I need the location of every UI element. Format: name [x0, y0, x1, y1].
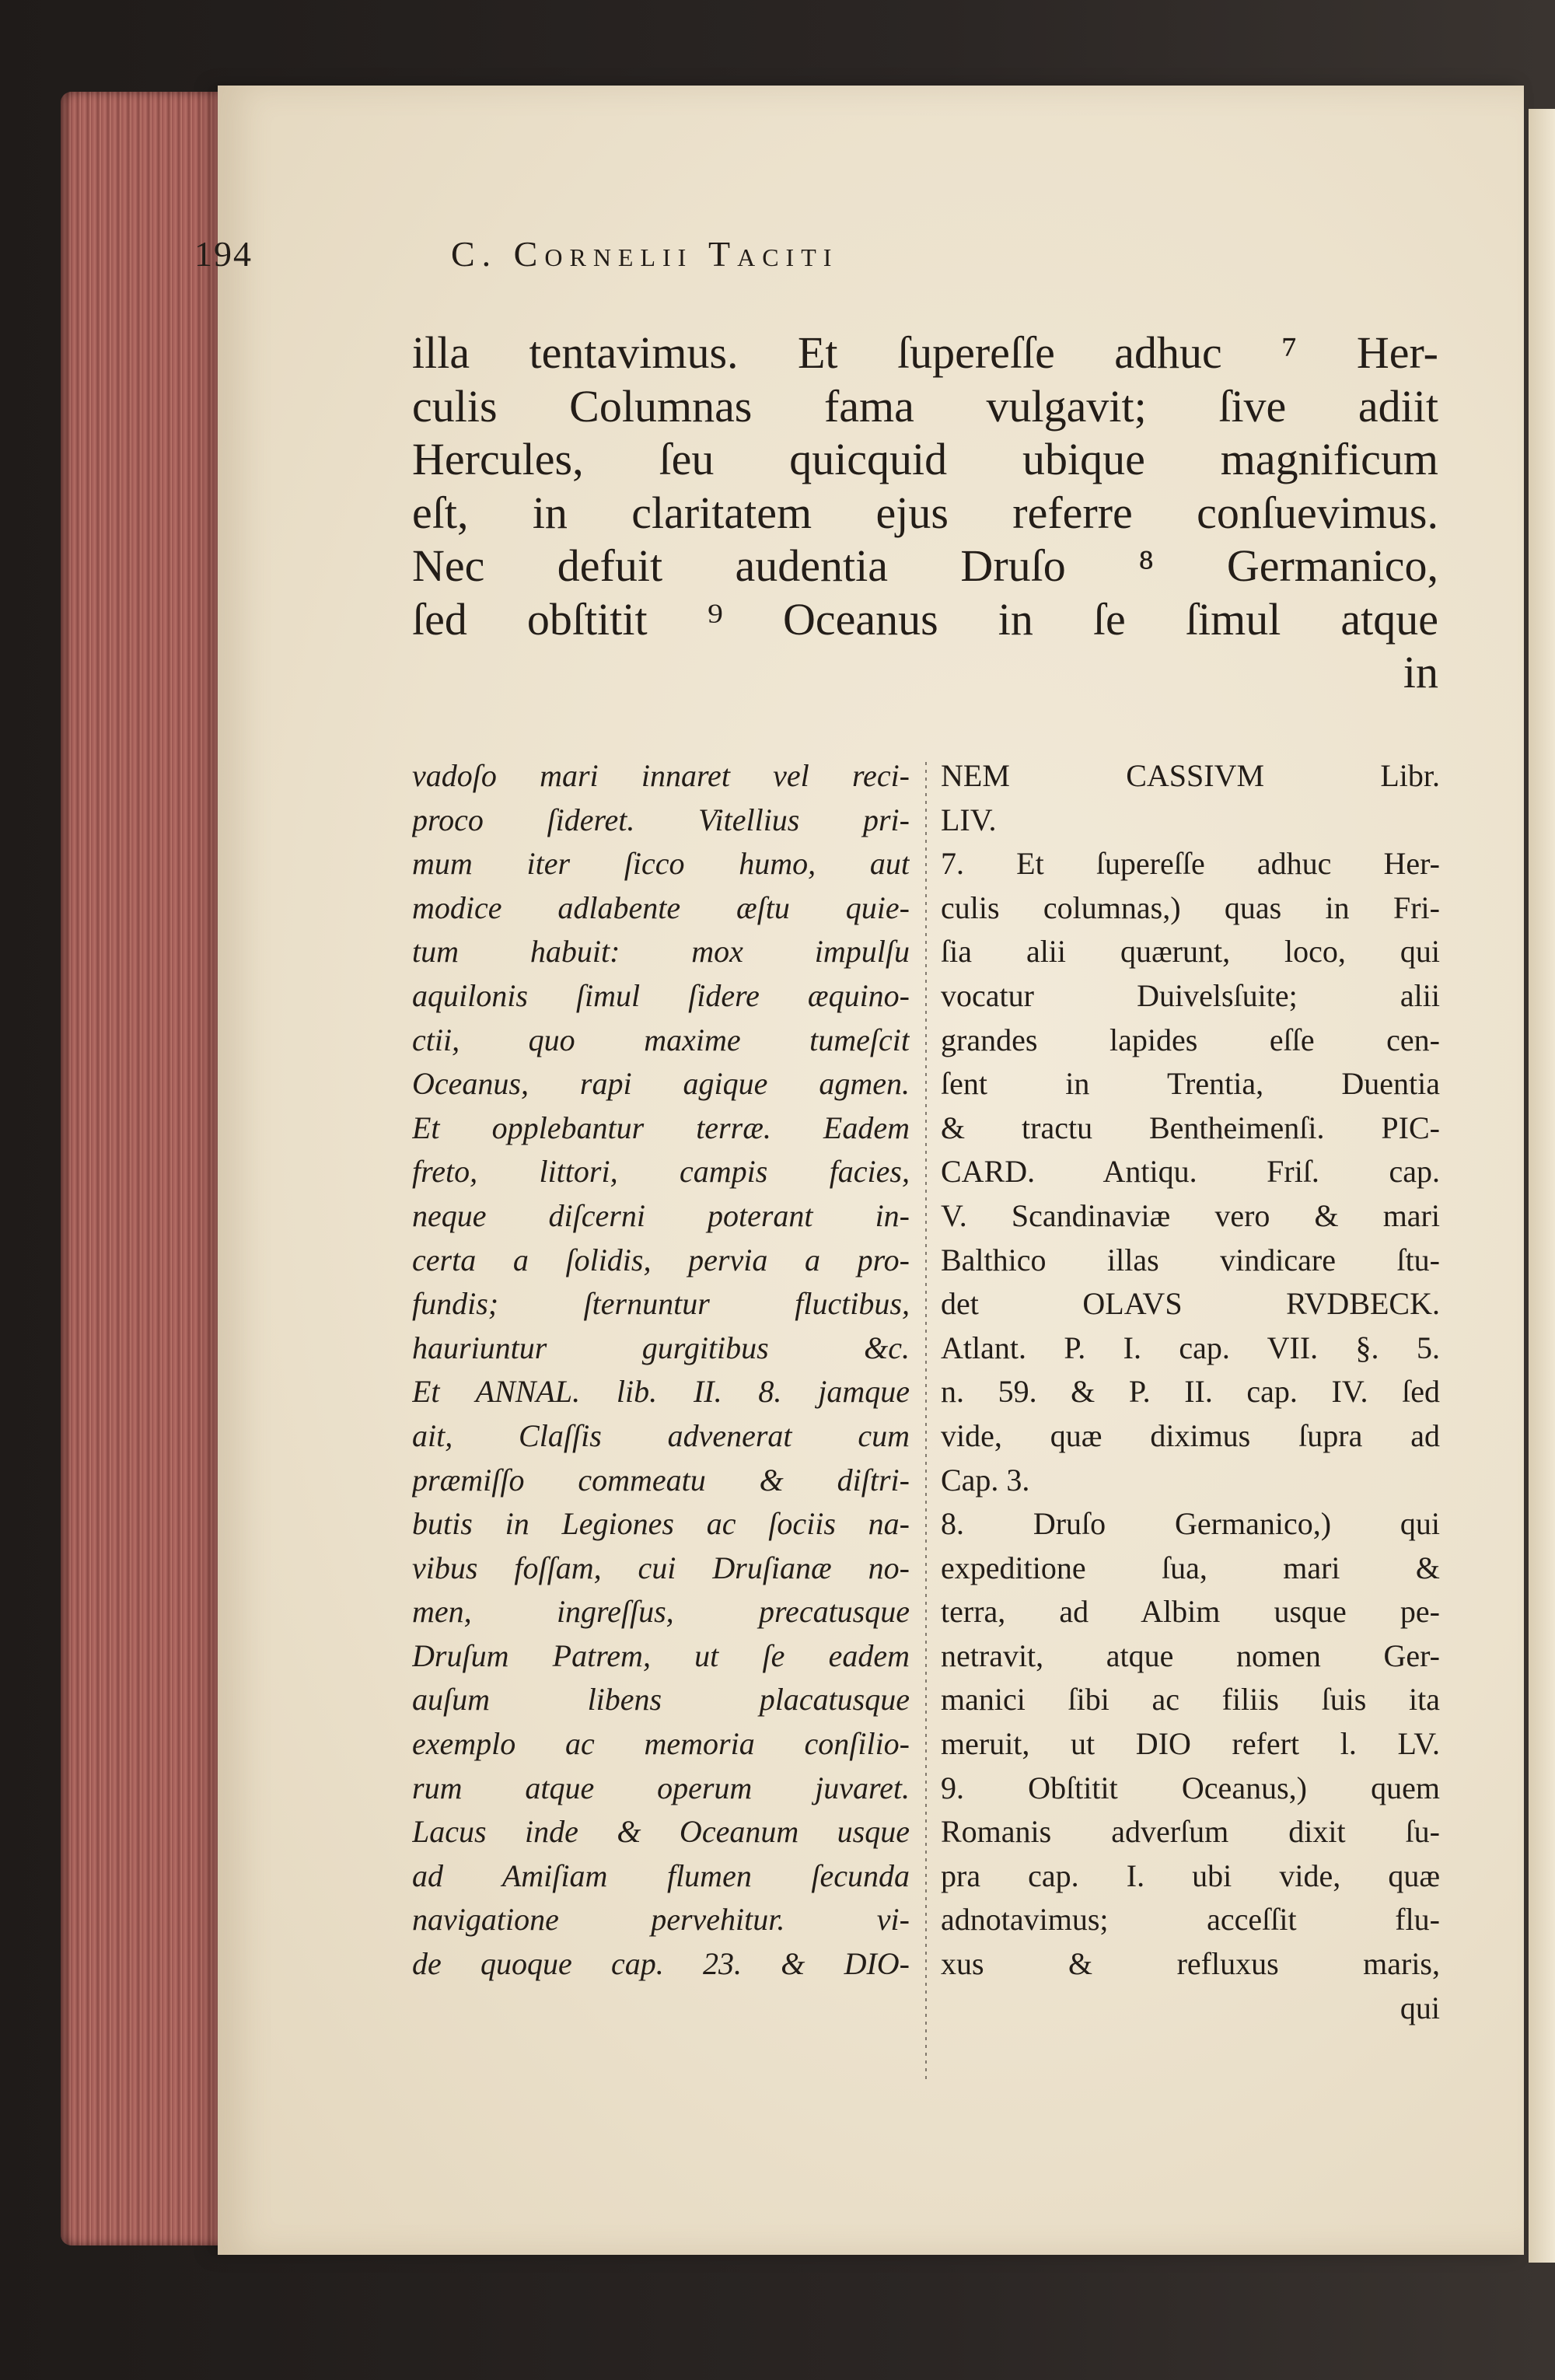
note-line: Et ANNAL. lib. II. 8. jamque — [412, 1374, 910, 1410]
note-line: ſia alii quærunt, loco, qui — [941, 934, 1440, 970]
running-head — [194, 233, 1431, 280]
note-line: Oceanus, rapi agique agmen. — [412, 1066, 910, 1102]
note-line: det OLAVS RVDBECK. — [941, 1286, 1440, 1322]
note-line: CARD. Antiqu. Friſ. cap. — [941, 1154, 1440, 1190]
note-line: ad Amiſiam flumen ſecunda — [412, 1858, 910, 1893]
note-line: 7. Et ſupereſſe adhuc Her- — [941, 846, 1440, 882]
footnotes-left-column — [412, 754, 910, 1987]
note-line: NEM CASSIVM Libr. — [941, 758, 1440, 793]
note-line: vadoſo mari innaret vel reci- — [412, 758, 910, 793]
note-line: vide, quæ diximus ſupra ad — [941, 1417, 1440, 1453]
note-line: butis in Legiones ac ſociis na- — [412, 1506, 910, 1542]
note-line: aquilonis ſimul ſidere æquino- — [412, 977, 910, 1013]
note-line: proco ſideret. Vitellius pri- — [412, 802, 910, 837]
main-text — [412, 327, 1438, 700]
note-line: pra cap. I. ubi vide, quæ — [941, 1858, 1440, 1893]
note-line: freto, littori, campis facies, — [412, 1154, 910, 1190]
note-line: hauriuntur gurgitibus &c. — [412, 1330, 910, 1365]
note-line: meruit, ut DIO refert l. LV. — [941, 1726, 1440, 1762]
note-line: Et opplebantur terræ. Eadem — [412, 1110, 910, 1145]
note-line: expeditione ſua, mari & — [941, 1550, 1440, 1585]
running-head-title: C. Cornelii Taciti — [451, 234, 839, 274]
note-line: & tractu Bentheimenſi. PIC- — [941, 1110, 1440, 1145]
note-line: Druſum Patrem, ut ſe eadem — [412, 1637, 910, 1673]
column-divider — [925, 762, 927, 2084]
note-line: certa a ſolidis, pervia a pro- — [412, 1242, 910, 1277]
note-line: grandes lapides eſſe cen- — [941, 1022, 1440, 1057]
footnotes-right-column — [941, 754, 1440, 2030]
main-text-line: ſed obſtitit ⁹ Oceanus in ſe ſimul atque — [412, 593, 1438, 645]
note-line: netravit, atque nomen Ger- — [941, 1637, 1440, 1673]
note-line: rum atque operum juvaret. — [412, 1770, 910, 1805]
note-line: neque diſcerni poterant in- — [412, 1197, 910, 1233]
note-line: vibus foſſam, cui Druſianæ no- — [412, 1550, 910, 1585]
main-text-line: Nec defuit audentia Druſo ⁸ Germanico, — [412, 540, 1438, 591]
note-line: xus & refluxus maris, — [941, 1946, 1440, 1982]
note-line: V. Scandinaviæ vero & mari — [941, 1197, 1440, 1233]
note-line: adnotavimus; acceſſit flu- — [941, 1902, 1440, 1938]
note-line: terra, ad Albim usque pe- — [941, 1594, 1440, 1630]
note-line: men, ingreſſus, precatusque — [412, 1594, 910, 1630]
page-number: 194 — [194, 234, 253, 274]
main-text-line: culis Columnas fama vulgavit; ſive adiit — [412, 380, 1438, 432]
note-line: n. 59. & P. II. cap. IV. ſed — [941, 1374, 1440, 1410]
note-line: Atlant. P. I. cap. VII. §. 5. — [941, 1330, 1440, 1365]
note-line: tum habuit: mox impulſu — [412, 934, 910, 970]
facing-page-edge — [1529, 109, 1555, 2263]
note-line: culis columnas,) quas in Fri- — [941, 889, 1440, 925]
note-line: fundis; ſternuntur fluctibus, — [412, 1286, 910, 1322]
catchword: qui — [1400, 1990, 1440, 2025]
note-line: manici ſibi ac filiis ſuis ita — [941, 1682, 1440, 1718]
note-line: navigatione pervehitur. vi- — [412, 1902, 910, 1938]
note-line: præmiſſo commeatu & diſtri- — [412, 1462, 910, 1498]
note-line: LIV. — [941, 802, 997, 837]
note-line: mum iter ſicco humo, aut — [412, 846, 910, 882]
main-text-line: eſt, in claritatem ejus referre conſuevimus. — [412, 487, 1438, 538]
footnotes — [412, 754, 1438, 2185]
note-line: Balthico illas vindicare ſtu- — [941, 1242, 1440, 1277]
note-line: Romanis adverſum dixit ſu- — [941, 1814, 1440, 1850]
note-line: exemplo ac memoria conſilio- — [412, 1726, 910, 1762]
note-line: ait, Claſſis advenerat cum — [412, 1417, 910, 1453]
note-line: 8. Druſo Germanico,) qui — [941, 1506, 1440, 1542]
note-line: ſent in Trentia, Duentia — [941, 1066, 1440, 1102]
note-line: 9. Obſtitit Oceanus,) quem — [941, 1770, 1440, 1805]
main-text-line: Hercules, ſeu quicquid ubique magnificum — [412, 434, 1438, 484]
note-line: de quoque cap. 23. & DIO- — [412, 1946, 910, 1982]
main-text-line: illa tentavimus. Et ſupereſſe adhuc ⁷ Her- — [412, 327, 1438, 378]
note-line: Lacus inde & Oceanum usque — [412, 1814, 910, 1850]
note-line: Cap. 3. — [941, 1462, 1030, 1498]
note-line: vocatur Duivelsſuite; alii — [941, 977, 1440, 1013]
note-line: ctii, quo maxime tumeſcit — [412, 1022, 910, 1057]
note-line: auſum libens placatusque — [412, 1682, 910, 1718]
note-line: modice adlabente æſtu quie- — [412, 889, 910, 925]
catchword: in — [1403, 647, 1438, 697]
